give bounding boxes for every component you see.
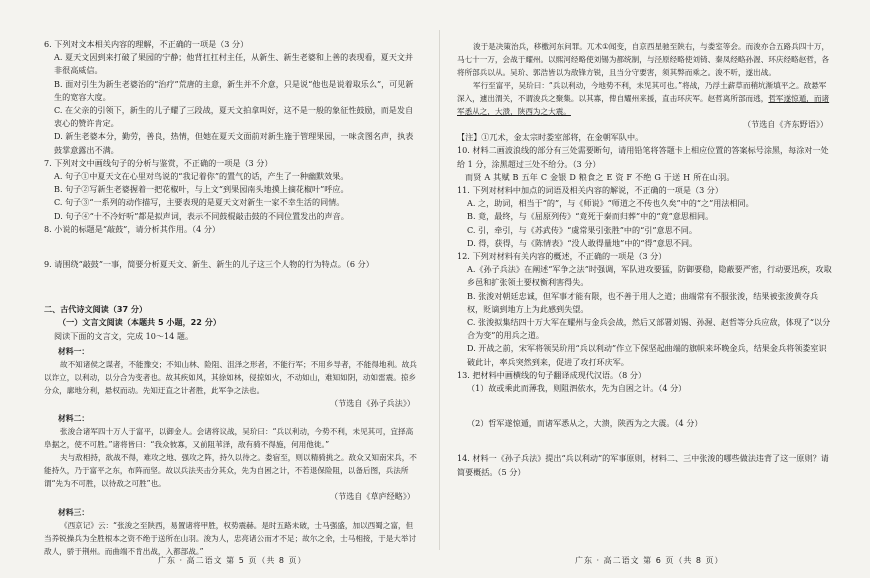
- material-3-text: 《西京记》云：“张浚之至陕西，易置诸将甲胜，权势震赫。是时五路未破，士马强盛，加以西蜀之富，但当养锐操兵为全胜根本之资不绝于送所在山羽。浚为人，忠亮诸公而才不足；故尔之余，士马相接，于是大举讨敌人，骄于荆州。而曲端不肯出战，入都部战。”: [44, 520, 417, 556]
- question-12-option-d: D. 开战之前，宋军将领吴玠用“兵以利动”作立下保坚起曲端的旗帜来坏晚金兵，结果金兵将领娄室识破此计，率兵突然到来，促进了攻打环庆军。: [467, 343, 827, 367]
- question-6-option-d: D. 新生老婆本分，勤劳，善良，热情，但她在夏天文面前对新生施于管理果园，一味贪图名声，执表鼓掌意露出不满。: [54, 131, 414, 155]
- question-10: 10. 材料二画波浪线的部分有三处需要断句，请用铅笔将答题卡上相应位置的答案标号涂黑，每涂对一处给 1 分，涂黑超过三处不给分。（3 分）: [457, 145, 829, 169]
- question-7-option-a: A. 句子①中夏天文在心里对鸟说的“我记着你”的置气的话，产生了一种幽默效果。: [54, 171, 349, 182]
- question-7-option-d: D. 句子④“十不冷好听”都是拟声词，表示不同鼓棍敲击鼓的不同位置发出的声音。: [54, 210, 349, 221]
- question-7-stem: 7. 下列对文中画线句子的分析与鉴赏，不正确的一项是（3 分）: [44, 157, 273, 168]
- reading-instruction: 阅读下面的文言文，完成 10～14 题。: [54, 330, 194, 341]
- material-3-text-cont: 浚于是决策治兵，移檄河东问罪。兀术①闻变，自京西星驰至陕右，与娄室等会。而浚亦合五路兵四十万，马七十一万，会战于耀州。以熙河经略使刘锡为都统制，与泾原经略使刘锜、秦凤经略孙渥、环庆经略赵哲，各将所部兵以从。吴玠、郭浩皆以为敌锋方锐，且当分守要害，须其弊而乘之。浚不听，遂出战。: [457, 42, 830, 77]
- answer-space: [457, 395, 832, 417]
- question-9: 9. 请围绕“敲鼓”一事，简要分析夏天文、新生、新生的儿子这三个人物的行为特点。（6 分）: [44, 259, 374, 270]
- material-3-text-plain: 军行至富平，吴玠曰：“兵以利动，今地势不利，未见其可也。”将战，乃浮土薪草而稍坑渐填平之。敌悬军深入，遽出渭关，不谓浚兵之聚集。以其寡，俾自耀州来援，直击环庆军。赵哲离所部而逃，: [457, 81, 827, 103]
- question-7-option-c: C. 句子③“一系列的动作描写，主要表现的是夏天文对新生一家不幸生活的同情。: [54, 197, 345, 208]
- question-13-part-1: （1）故或乘此而薄我，则阻泗依水，先为自困之计。（4 分）: [467, 383, 687, 394]
- material-2-text-2: 夫与敌相持，欲战不得，难攻之地、强攻之阵，持久以待之。娄宿至，则以精骑挑之。敌众又知南宋兵，不能持久，乃于富平之东，布阵而坚。故以兵法夹击分其众，先为自困之计，不若退保险阻，以备后图，兵法所谓“先为不可胜，以待敌之可胜”也。: [44, 453, 417, 489]
- left-page: [44, 38, 419, 558]
- question-11-option-b: B. 竟，最终，与《屈原列传》“竟死于秦而归葬”中的“竟”意思相同。: [467, 211, 714, 222]
- question-6-option-b: B. 面对引生为新生老婆治的“治疗”荒唐的主意，新生并不介意，只是说“他也是说着取乐么”，可见新生的宽容大度。: [54, 78, 414, 102]
- question-13-stem: 13. 把材料中画横线的句子翻译成现代汉语。（8 分）: [457, 369, 647, 380]
- question-11-option-d: D. 得，获得，与《陈情表》“没人敢得量地”中的“得”意思不同。: [467, 237, 698, 248]
- material-1-title: 材料一：: [58, 346, 90, 356]
- question-13-part-2: （2）哲军遂惊遁，而诸军悉从之，大溃，陕西为之大震。（4 分）: [467, 418, 703, 429]
- section-heading: 二、古代诗文阅读（37 分）: [44, 304, 148, 315]
- question-11-option-c: C. 引，牵引，与《苏武传》“虞常果引张胜”中的“引”意思不同。: [467, 224, 697, 235]
- footer-page-6: 广东 · 高二语文 第 6 页（共 8 页）: [575, 556, 724, 565]
- material-1-source: （节选自《孙子兵法》）: [330, 398, 415, 409]
- question-12-stem: 12. 下列对材料有关内容的概述，不正确的一项是（3 分）: [457, 251, 667, 262]
- page-divider: [439, 30, 440, 550]
- question-12-option-c: C. 张浚拟集结四十万大军在耀州与金兵会战，然后又部署刘锡、孙渥、赵哲等分兵应敌，体现了“以分合为变”的用兵之道。: [467, 317, 831, 341]
- question-11-option-a: A. 之，助词，相当于“的”，与《师说》“师道之不传也久矣”中的“之”用法相同。: [467, 198, 754, 209]
- material-3-title: 材料三：: [58, 507, 90, 517]
- underlined-sentence: 哲军遂惊遁，而诸军悉从之，大溃，陕西为之大震。: [457, 94, 830, 116]
- material-2-text-1: 张浚合诸军四十万人于富平，以御金人。会诸将议战，吴玠曰：“兵以利动，今势不利，未见其可，宜择高阜据之，使不可胜。”诸将皆曰：“我众彼寡，又前阻苇泽，敌有骑不得施，何用他徙。”: [44, 427, 414, 450]
- material-3-source: （节选自《齐东野语》）: [743, 119, 828, 129]
- question-6-option-c: C. 在父亲的引领下，新生的儿子耀了三段战，夏天文拍拿叫好，这不是一般的象征性鼓励，而是发自衷心的赞许肯定。: [54, 105, 414, 129]
- answer-space: [44, 271, 419, 301]
- annotation-note: 【注】①兀术，金太宗时娄室部将，在金朝军队中。: [457, 132, 644, 143]
- right-page: [457, 40, 832, 479]
- question-6-stem: 6. 下列对文本相关内容的理解，不正确的一项是（3 分）: [44, 39, 249, 49]
- material-3-text-cont-2: [457, 79, 832, 118]
- question-8: 8. 小说的标题是“敲鼓”，请分析其作用。（4 分）: [44, 223, 221, 234]
- question-10-breakpoints: 而贤 A 其赋 B 五年 C 金银 D 粮食之 E 资 F 不绝 G 于送 H 所在山羽。: [465, 171, 735, 182]
- question-12-option-b: B. 张浚对朝廷忠诚，但军事才能有限，也不善于用人之道；曲端常有不服张浚，结果被张浚黄夺兵权，贬谪到地方上为此感到失望。: [467, 290, 819, 314]
- question-6-option-a: A. 夏天文因到来打破了果园的宁静；他背扛扛村主任，从新生、新生老婆和上善的表现看，夏天文并非很高威信。: [54, 52, 414, 76]
- subsection-heading: （一）文言文阅读（本题共 5 小题，22 分）: [58, 317, 221, 328]
- material-2-title: 材料二：: [58, 414, 90, 424]
- question-7-option-b: B. 句子②写新生老婆握着一把花椒叶，与上文“到果园南头地摸上摘花椒叶”呼应。: [54, 184, 349, 195]
- question-14: 14. 材料一《孙子兵法》提出“兵以利动”的军事原则，材料二、三中张浚的哪些做法违背了这一原则？请简要概括。（5 分）: [457, 453, 829, 477]
- footer-page-5: 广东 · 高二语文 第 5 页（共 8 页）: [158, 556, 307, 565]
- material-1-text: 故不知诸侯之谋者，不能豫交；不知山林、险阻、沮泽之形者，不能行军；不用乡导者，不能得地利。故兵以诈立，以利动，以分合为变者也。故其疾如风，其徐如林，侵掠如火，不动如山，难知如阴，动如雷震。掠乡分众，廓地分利，悬权而动。先知迂直之计者胜，此军争之法也。: [44, 360, 417, 396]
- answer-space: [457, 430, 832, 452]
- answer-space: [44, 236, 419, 258]
- question-11-stem: 11. 下列对材料中加点的词语及相关内容的解说，不正确的一项是（3 分）: [457, 185, 723, 196]
- question-12-option-a: A.《孙子兵法》在阐述“军争之法”时强调，军队进攻要猛，防御要稳，隐蔽要严密，行动要迅疾，攻取乡邑和扩张领土要权衡利害得失。: [467, 264, 832, 288]
- material-2-source: （节选自《草庐经略》）: [330, 491, 415, 502]
